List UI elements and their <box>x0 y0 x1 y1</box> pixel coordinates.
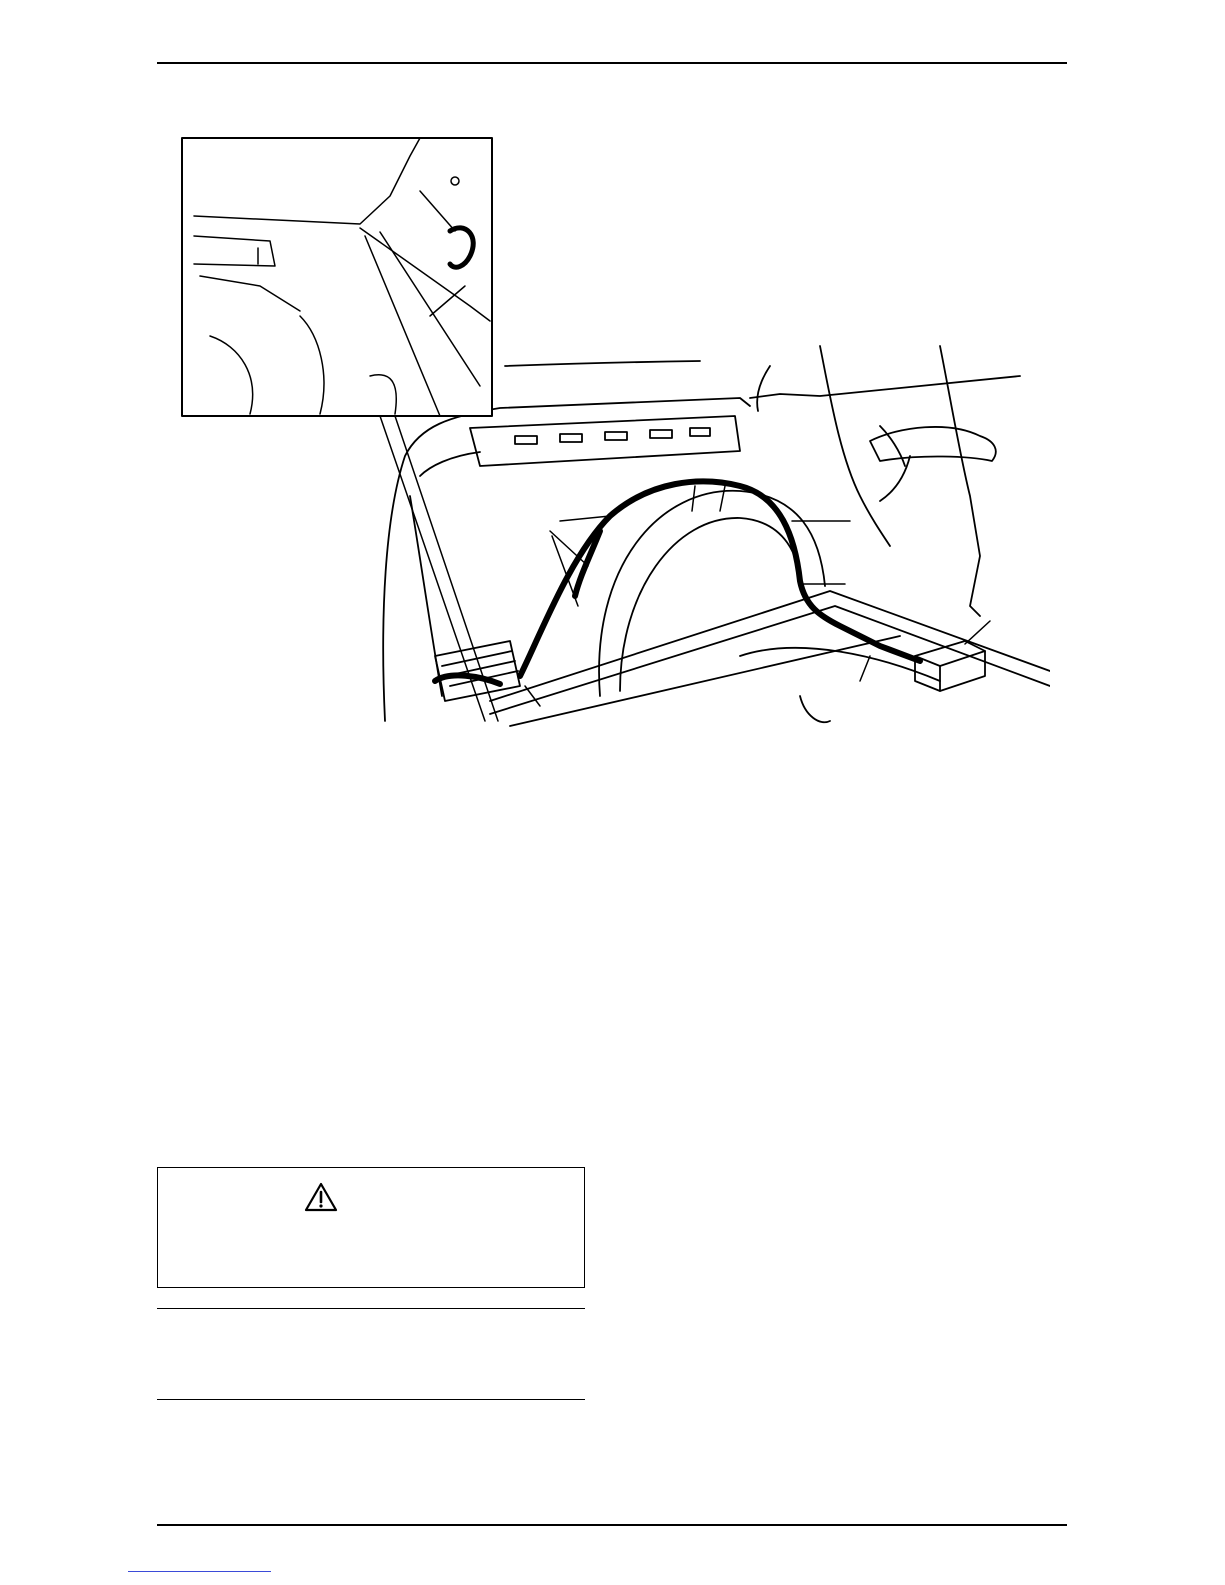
footer-rule <box>157 1524 1067 1526</box>
header-rule <box>157 62 1067 64</box>
footer-link-underline[interactable] <box>128 1571 271 1572</box>
note-top-rule <box>157 1308 585 1309</box>
warning-triangle-icon <box>304 1182 338 1212</box>
warning-box <box>157 1167 585 1288</box>
inset-detail <box>182 138 492 416</box>
note-bottom-rule <box>157 1399 585 1400</box>
rear-cargo-wiring-harness-illustration <box>180 136 1050 731</box>
